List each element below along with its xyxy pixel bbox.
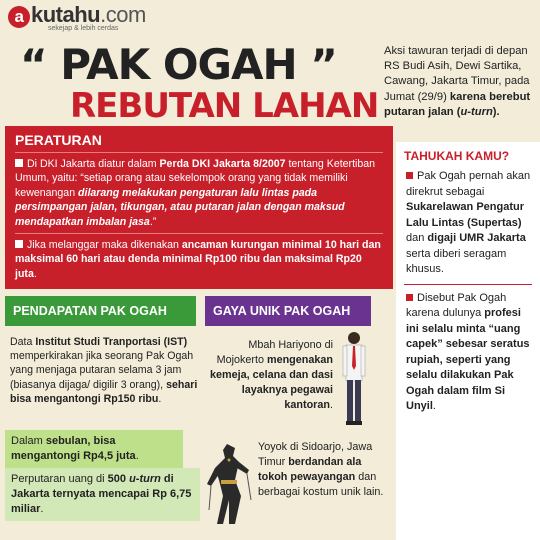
peraturan-box (5, 126, 393, 289)
pendapatan-heading: PENDAPATAN PAK OGAH (5, 296, 196, 326)
tahukah-box (396, 142, 540, 540)
kutahu-logo (8, 2, 178, 42)
logo-domain: .com (100, 2, 146, 27)
gaya-text-2: Yoyok di Sidoarjo, Jawa Timur berdandan ala tokoh pewayangan dan berbagai kostum unik lain. (258, 441, 384, 498)
page-title: “ PAK OGAH ” (20, 40, 337, 89)
intro-text: Aksi tawuran terjadi di depan RS Budi Asih, Dewi Sartika, Cawang, Jakarta Timur, pada Jumat (29/9) karena berebut putaran jalan (u-turn). (384, 45, 531, 118)
divider (15, 152, 383, 153)
bullet-square-icon (15, 240, 23, 248)
gaya-text-1: Mbah Hariyono di Mojokerto mengenakan kemeja, celana dan dasi layaknya pegawai kantoran. (209, 339, 333, 411)
divider (15, 233, 383, 234)
tahukah-heading: TAHUKAH KAMU? (404, 149, 510, 163)
bullet-square-icon (406, 172, 413, 179)
office-man-icon (341, 330, 367, 426)
gaya-heading: GAYA UNIK PAK OGAH (205, 296, 371, 326)
bullet-square-icon (406, 294, 413, 301)
peraturan-heading: PERATURAN (15, 132, 102, 148)
logo-letter: a (8, 6, 30, 28)
bullet-square-icon (15, 159, 23, 167)
tahukah-fact-1: Pak Ogah pernah akan direkrut sebagai Sukarelawan Pengatur Lalu Lintas (Supertas) dan digaji UMR Jakarta serta diberi seragam khusus. (406, 170, 531, 275)
peraturan-paragraph-1: Di DKI Jakarta diatur dalam Perda DKI Jakarta 8/2007 tentang Ketertiban Umum, yaitu: “setiap orang atau sekelompok orang yang tidak memiliki kewenangan dilarang melakukan pengaturan lalu lintas pada persimpangan jalan, tikungan, atau putaran jalan dengan maksud mendapatkan imbalan jasa.” (15, 158, 376, 228)
page-subtitle: REBUTAN LAHAN (70, 86, 379, 126)
pendapatan-text-3: Perputaran uang di 500 u-turn di Jakarta ternyata mencapai Rp 6,75 miliar. (5, 468, 200, 521)
pendapatan-text-1: Data Institut Studi Tranportasi (IST) memperkirakan jika seorang Pak Ogah yang menjaga putaran selama 3 jam (biasanya dijaga/ digilir 3 orang), sehari bisa mengantongi Rp150 ribu. (10, 336, 198, 405)
logo-name: kutahu (31, 2, 101, 27)
peraturan-paragraph-2: Jika melanggar maka dikenakan ancaman kurungan minimal 10 hari dan maksimal 60 hari atau denda minimal Rp100 ribu dan maksimal Rp20 juta. (15, 239, 381, 280)
wayang-figure-icon (205, 440, 253, 528)
divider (404, 284, 532, 285)
tahukah-fact-2: Disebut Pak Ogah karena dulunya profesi ini selalu minta “uang capek” sebesar seratus rupiah, seperti yang selalu dilakukan Pak Ogah dalam film Si Unyil. (406, 291, 530, 412)
logo-tagline: sekejap & lebih cerdas (48, 25, 119, 32)
pendapatan-text-2: Dalam sebulan, bisa mengantongi Rp4,5 juta. (5, 430, 183, 468)
